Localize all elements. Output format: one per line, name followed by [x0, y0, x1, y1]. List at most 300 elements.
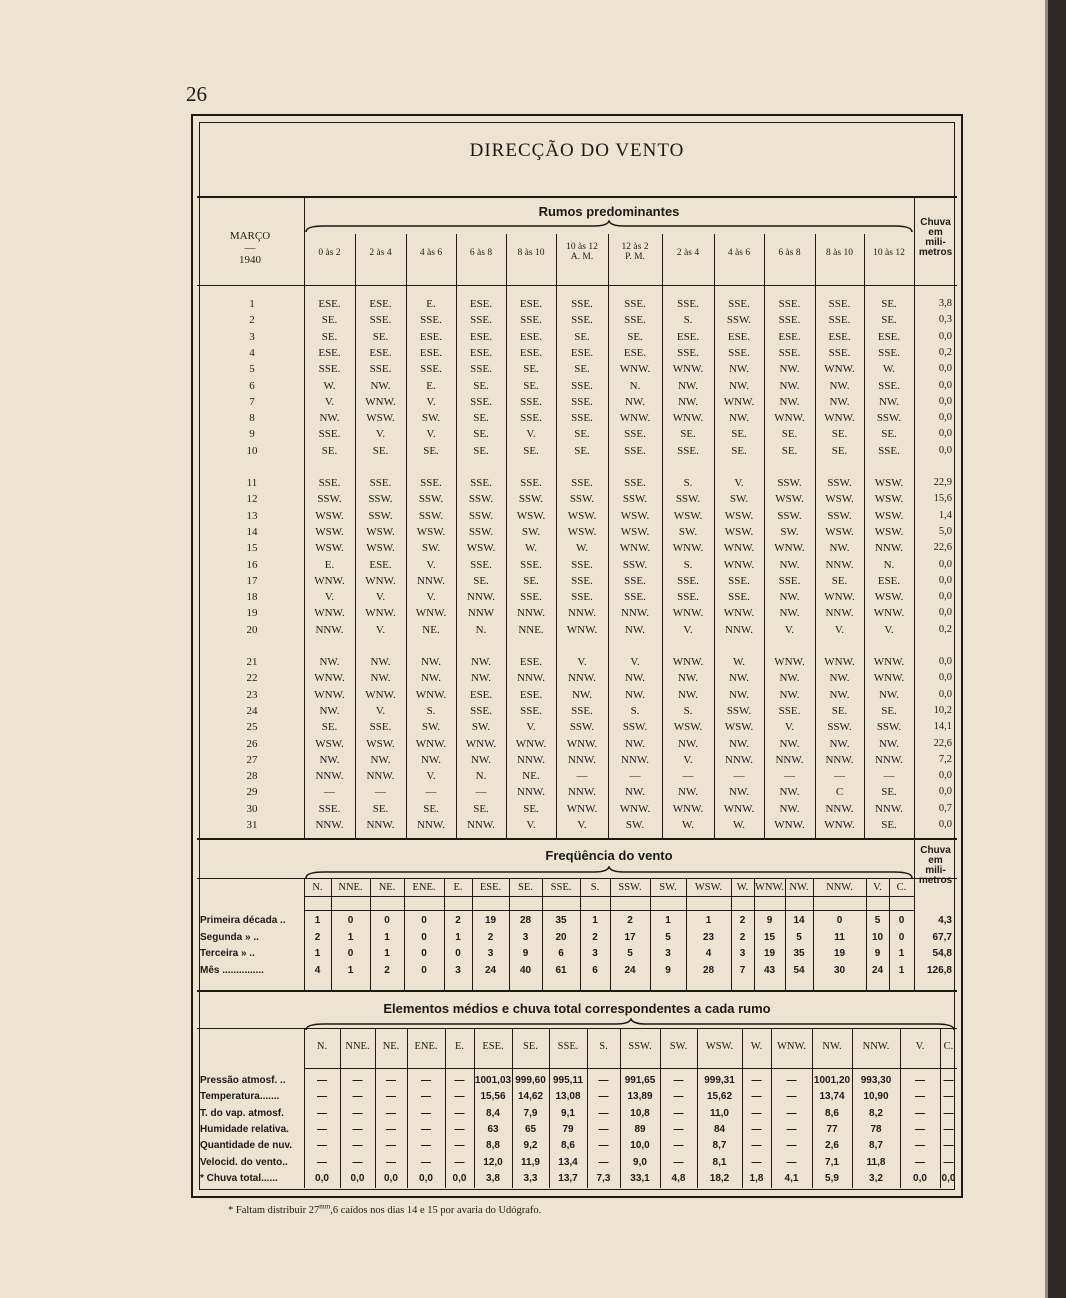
wind-cell: SSW.: [317, 493, 342, 506]
freq-brace: [304, 866, 914, 880]
elem-column-header: V.: [915, 1041, 925, 1052]
wind-cell: NNW.: [416, 819, 445, 831]
wind-cell: V.: [526, 819, 536, 831]
freq-cell: 15: [763, 931, 776, 943]
elem-cell: 11,8: [866, 1156, 886, 1168]
elem-brace: [304, 1018, 957, 1032]
elem-cell: —: [352, 1123, 363, 1135]
hour-column-header: 6 às 8: [469, 248, 493, 258]
wind-cell: —: [834, 770, 845, 783]
elem-cell: 8,6: [825, 1107, 839, 1119]
wind-cell: SSE.: [420, 477, 442, 489]
day-number: 8: [249, 412, 255, 425]
wind-cell: SW.: [625, 819, 645, 831]
wind-cell: NNW.: [620, 753, 649, 766]
freq-column-header: SSE.: [550, 882, 572, 893]
wind-cell: WNW.: [365, 607, 396, 620]
month-dash: —: [244, 242, 256, 254]
wind-cell: ESE.: [318, 346, 341, 359]
chuva-header: Chuva em mili- metros: [918, 217, 953, 258]
elem-cell: —: [421, 1107, 431, 1119]
wind-cell: NW.: [728, 786, 750, 799]
freq-cell: 1: [347, 931, 354, 943]
elem-cell: —: [454, 1123, 465, 1135]
wind-cell: SSE.: [677, 346, 699, 359]
wind-cell: SSW.: [827, 721, 852, 734]
wind-cell: SW.: [421, 542, 441, 555]
wind-cell: SSE.: [677, 298, 699, 310]
wind-cell: NW.: [779, 363, 800, 376]
wind-cell: SSW.: [468, 509, 494, 522]
freq-cell: 17: [624, 931, 636, 943]
wind-cell: SSE.: [520, 395, 542, 408]
wind-cell: SW.: [678, 525, 698, 538]
wind-cell: SSE.: [571, 379, 593, 392]
wind-cell: SSE.: [420, 363, 442, 376]
elem-cell: —: [786, 1091, 797, 1103]
day-number: 31: [246, 819, 258, 831]
wind-cell: SSE.: [420, 314, 442, 327]
wind-cell: NNW.: [567, 786, 596, 799]
wind-cell: NNW.: [567, 753, 596, 766]
wind-cell: SSW.: [569, 493, 595, 506]
wind-cell: SSE.: [318, 363, 341, 376]
elem-cell: —: [673, 1107, 684, 1119]
elem-cell: 12,0: [483, 1156, 503, 1168]
rain-value: 0,0: [938, 379, 952, 391]
freq-cell: 6: [558, 948, 564, 959]
wind-cell: —: [425, 786, 437, 799]
elem-cell: —: [598, 1123, 609, 1135]
wind-cell: SE.: [321, 721, 338, 734]
wind-cell: SSE.: [571, 298, 593, 310]
wind-cell: SW.: [780, 525, 799, 538]
elem-cell: 8,6: [561, 1140, 575, 1152]
elem-column-header: NNW.: [862, 1041, 890, 1052]
wind-cell: WNW.: [723, 802, 755, 815]
elem-cell: 79: [562, 1123, 574, 1135]
wind-cell: NW.: [470, 753, 492, 766]
wind-cell: WSW.: [315, 509, 344, 522]
elem-cell: —: [386, 1091, 396, 1103]
freq-cell: 35: [555, 915, 567, 926]
freq-rain: 54,8: [932, 948, 952, 959]
elem-row-label: Temperatura.......: [200, 1091, 280, 1103]
wind-cell: NW.: [677, 672, 699, 685]
wind-cell: SSW.: [726, 704, 752, 717]
wind-cell: NW.: [779, 786, 800, 799]
elem-cell: —: [421, 1140, 431, 1152]
wind-cell: SSE.: [828, 314, 851, 327]
wind-cell: SSE.: [318, 477, 341, 489]
freq-cell: 2: [314, 931, 321, 943]
elem-cell: —: [454, 1140, 465, 1152]
year: 1940: [239, 254, 261, 266]
wind-cell: SE.: [831, 428, 848, 441]
wind-cell: NW.: [319, 656, 340, 668]
spine-edge: [1045, 0, 1048, 1298]
freq-column-header: WNW.: [754, 882, 785, 893]
wind-cell: SW.: [729, 493, 749, 506]
rain-value: 0,0: [938, 363, 952, 375]
wind-cell: ESE.: [469, 330, 493, 343]
freq-cell: 14: [793, 915, 805, 926]
wind-cell: W.: [732, 656, 746, 668]
wind-cell: NW.: [624, 623, 646, 636]
wind-cell: WNW.: [672, 607, 704, 620]
wind-cell: WNW.: [566, 802, 598, 815]
freq-cell: 30: [833, 964, 846, 976]
elem-cell: —: [943, 1123, 954, 1135]
elem-column-header: ESE.: [482, 1041, 504, 1052]
wind-cell: WSW.: [315, 542, 344, 555]
wind-cell: NW.: [829, 542, 850, 555]
freq-column-header: NW.: [789, 882, 809, 893]
freq-column-header: WSW.: [694, 882, 723, 893]
freq-rain: 4,3: [938, 915, 952, 926]
wind-cell: NW.: [829, 688, 850, 701]
rumos-brace: [304, 220, 914, 234]
day-number: 4: [249, 346, 255, 359]
wind-cell: NNW.: [567, 607, 596, 620]
elem-cell: —: [786, 1156, 797, 1168]
wind-cell: WNW.: [824, 363, 855, 376]
freq-cell: 0: [347, 915, 354, 926]
wind-cell: ESE.: [369, 298, 392, 310]
wind-cell: NW.: [878, 737, 900, 750]
elem-cell: —: [751, 1107, 762, 1119]
elem-cell: —: [673, 1123, 684, 1135]
freq-cell: 0: [347, 948, 354, 959]
wind-cell: ESE.: [419, 346, 443, 359]
wind-cell: NW.: [420, 672, 442, 685]
freq-cell: 1: [384, 931, 390, 943]
wind-cell: ESE.: [469, 688, 493, 701]
wind-cell: S.: [683, 477, 693, 489]
wind-cell: WSW.: [874, 509, 904, 522]
wind-cell: NNW.: [315, 819, 344, 831]
wind-cell: WSW.: [724, 509, 754, 522]
rain-value: 3,8: [938, 298, 952, 309]
wind-cell: NNW.: [466, 819, 495, 831]
hour-column-header: 2 às 4: [369, 248, 392, 258]
wind-cell: WSW.: [724, 721, 754, 734]
wind-cell: NW.: [779, 802, 800, 815]
elem-cell: 13,89: [627, 1091, 653, 1103]
freq-cell: 5: [627, 948, 633, 959]
wind-cell: SE.: [321, 444, 338, 457]
elem-cell: 11,0: [710, 1107, 729, 1119]
wind-cell: SE.: [831, 574, 848, 587]
freq-cell: 23: [702, 931, 715, 943]
elem-column-header: SW.: [669, 1041, 688, 1052]
wind-cell: ESE.: [877, 330, 901, 343]
wind-cell: NE.: [522, 770, 540, 783]
freq-cell: 0: [898, 915, 905, 926]
wind-cell: SE.: [523, 363, 539, 376]
wind-cell: WSW.: [775, 493, 804, 506]
wind-cell: NNW.: [466, 591, 495, 604]
elem-cell: 77: [826, 1123, 838, 1135]
wind-cell: NW.: [779, 688, 800, 701]
elem-cell: —: [598, 1075, 609, 1086]
elem-row-label: Pressão atmosf. ..: [200, 1075, 286, 1086]
elem-cell: 84: [713, 1123, 726, 1135]
wind-cell: WNW.: [672, 363, 704, 376]
freq-cell: 9: [766, 915, 773, 926]
elem-cell: —: [751, 1091, 762, 1103]
wind-cell: SSE.: [520, 477, 542, 489]
day-number: 10: [246, 444, 258, 457]
elem-column-header: NE.: [382, 1041, 400, 1052]
elem-cell: 13,74: [819, 1091, 845, 1103]
freq-cell: 1: [455, 931, 461, 943]
elem-colhead-bottom: [304, 1068, 957, 1069]
wind-cell: NW.: [779, 672, 800, 685]
rain-value: 0,0: [938, 786, 952, 798]
wind-cell: SE.: [423, 802, 439, 815]
elem-column-header: N.: [316, 1041, 328, 1052]
freq-cell: 5: [665, 931, 671, 943]
elem-cell: 2,6: [825, 1140, 839, 1152]
elem-cell: 15,56: [480, 1091, 506, 1103]
wind-cell: —: [576, 770, 588, 783]
hour-column-header: 4 às 6: [727, 248, 751, 258]
wind-cell: W.: [732, 819, 746, 831]
wind-cell: —: [784, 770, 795, 783]
wind-cell: SSE.: [318, 802, 341, 815]
wind-cell: NW.: [829, 379, 850, 392]
freq-column-header: NE.: [378, 882, 396, 893]
wind-cell: WNW.: [619, 802, 651, 815]
freq-cell: 1: [347, 964, 354, 976]
wind-cell: NW.: [624, 737, 646, 750]
elem-cell: 78: [870, 1123, 882, 1135]
freq-cell: 35: [793, 948, 805, 959]
wind-cell: SSE.: [520, 591, 542, 604]
wind-cell: ESE.: [519, 656, 543, 668]
rain-value: 22,9: [933, 477, 952, 488]
wind-cell: S.: [683, 314, 693, 327]
wind-cell: NW.: [624, 672, 646, 685]
wind-cell: S.: [630, 704, 640, 717]
elem-cell: —: [915, 1140, 925, 1152]
wind-cell: WNW.: [515, 737, 547, 750]
wind-cell: SE.: [473, 574, 489, 587]
wind-cell: V.: [375, 704, 386, 717]
wind-cell: WNW.: [723, 395, 755, 408]
wind-cell: SSE.: [728, 574, 750, 587]
wind-cell: SSE.: [520, 412, 542, 425]
elem-cell: —: [943, 1156, 954, 1168]
wind-cell: SSE.: [520, 314, 542, 327]
elem-cell: —: [751, 1156, 762, 1168]
elem-cell: —: [598, 1091, 609, 1103]
wind-cell: SE.: [831, 704, 848, 717]
wind-cell: ESE.: [570, 346, 594, 359]
wind-cell: ESE.: [676, 330, 700, 343]
wind-cell: SSE.: [828, 298, 851, 310]
wind-cell: NW.: [829, 672, 850, 685]
elem-cell: —: [943, 1140, 954, 1152]
day-number: 22: [246, 672, 258, 685]
wind-cell: WSW.: [673, 721, 703, 734]
wind-cell: WNW.: [774, 412, 805, 425]
wind-cell: WNW.: [824, 656, 855, 668]
freq-column-header: C.: [896, 882, 907, 893]
elem-cell: 65: [524, 1123, 537, 1135]
wind-cell: SSE.: [878, 444, 900, 457]
elem-cell: 11,9: [521, 1156, 540, 1168]
footnote-text: * Faltam distribuir $27^{mm},6$ caídos nos dias 14 e 15 por avaria do Udógrafo.: [228, 1202, 542, 1216]
page-title: DIRECÇÃO DO VENTO: [469, 140, 685, 161]
freq-row-label: Primeira década ..: [200, 915, 286, 926]
wind-cell: NW.: [829, 395, 850, 408]
elem-cell: 991,65: [624, 1075, 656, 1086]
freq-colhead-rule: [304, 896, 914, 897]
wind-cell: WNW.: [314, 688, 345, 701]
wind-cell: SW.: [421, 721, 441, 734]
wind-cell: NW.: [728, 672, 750, 685]
wind-cell: SSE.: [778, 346, 801, 359]
day-number: 13: [246, 509, 258, 522]
elem-cell: 4,1: [784, 1172, 799, 1184]
wind-cell: SSE.: [369, 721, 392, 734]
wind-cell: NW.: [779, 607, 800, 620]
wind-cell: WSW.: [874, 525, 904, 538]
elem-cell: —: [673, 1140, 684, 1152]
wind-cell: WNW.: [672, 412, 704, 425]
wind-cell: —: [883, 770, 895, 783]
wind-cell: NW.: [677, 786, 699, 799]
wind-cell: SSE.: [318, 428, 341, 441]
wind-cell: NW.: [319, 753, 340, 766]
elem-cell: —: [317, 1107, 327, 1119]
elem-column-header: E.: [454, 1041, 465, 1052]
wind-cell: WSW.: [567, 525, 597, 538]
rain-value: 0,0: [938, 688, 952, 700]
elem-cell: 9,1: [561, 1107, 575, 1119]
wind-cell: WNW.: [824, 412, 855, 425]
wind-cell: SE.: [881, 819, 897, 831]
freq-cell: 24: [624, 964, 636, 976]
elem-cell: —: [673, 1156, 684, 1168]
wind-cell: SSE.: [571, 412, 593, 425]
wind-cell: NW.: [370, 379, 391, 392]
freq-header: Freqüência do vento: [545, 848, 673, 863]
freq-cell: 2: [455, 915, 461, 926]
elem-cell: 1001,20: [813, 1075, 851, 1086]
wind-cell: WSW.: [416, 525, 446, 538]
freq-cell: 19: [763, 948, 776, 959]
elem-cell: —: [598, 1156, 609, 1168]
rain-value: 0,0: [938, 574, 952, 586]
wind-cell: WNW.: [672, 656, 704, 668]
wind-cell: V.: [526, 721, 536, 734]
wind-cell: WSW.: [567, 509, 597, 522]
wind-cell: WNW.: [365, 395, 396, 408]
elem-cell: —: [786, 1123, 797, 1135]
elem-cell: —: [673, 1075, 684, 1086]
elem-cell: —: [751, 1123, 762, 1135]
freq-column-header: V.: [873, 882, 882, 893]
wind-cell: C: [835, 786, 844, 799]
freq-cell: 3: [522, 931, 529, 943]
day-number: 6: [249, 379, 255, 392]
wind-cell: SSE.: [778, 704, 801, 717]
wind-cell: SSE.: [369, 314, 392, 327]
day-number: 24: [246, 704, 258, 717]
wind-cell: NNE.: [518, 623, 544, 636]
elem-cell: 13,7: [558, 1172, 578, 1184]
elem-cell: —: [943, 1107, 954, 1119]
elem-cell: —: [454, 1091, 465, 1103]
wind-cell: SW.: [521, 525, 541, 538]
wind-cell: ESE.: [778, 330, 801, 343]
freq-column-header: SW.: [659, 882, 677, 893]
freq-row-label: Mês ...............: [200, 964, 264, 976]
wind-cell: ESE.: [369, 346, 392, 359]
wind-cell: WNW.: [415, 688, 447, 701]
wind-cell: NW.: [779, 737, 800, 750]
page-number: 26: [186, 82, 207, 106]
freq-cell: 0: [836, 915, 843, 926]
rain-value: 0,0: [938, 412, 952, 424]
wind-cell: WSW.: [366, 737, 395, 750]
elem-cell: —: [386, 1107, 396, 1119]
wind-cell: NNW.: [366, 770, 395, 783]
wind-cell: SE.: [423, 444, 439, 457]
wind-cell: NW.: [677, 737, 699, 750]
elem-cell: 89: [634, 1123, 646, 1135]
wind-cell: SSE.: [778, 298, 801, 310]
wind-cell: NW.: [470, 656, 492, 668]
freq-row-label: Segunda » ..: [200, 931, 259, 943]
wind-cell: —: [682, 770, 694, 783]
hour-column-header: 12 às 2 P. M.: [621, 242, 649, 262]
wind-cell: SSW.: [726, 314, 752, 327]
wind-cell: V.: [683, 753, 693, 766]
wind-cell: SE.: [574, 444, 590, 457]
wind-cell: SSE.: [624, 298, 646, 310]
elem-cell: —: [386, 1156, 396, 1168]
freq-cell: 1: [314, 915, 321, 926]
freq-column-header: ENE.: [412, 882, 436, 893]
elem-cell: —: [786, 1075, 797, 1086]
wind-cell: WNW.: [672, 542, 704, 555]
freq-row-label: Terceira » ..: [200, 948, 255, 959]
wind-cell: WNW.: [619, 363, 651, 376]
rain-value: 0,0: [938, 672, 952, 684]
elem-column-header: WNW.: [776, 1041, 807, 1052]
wind-cell: SE.: [781, 428, 798, 441]
elem-cell: 5,9: [825, 1172, 839, 1184]
rain-value: 14,1: [933, 721, 952, 733]
wind-cell: WSW.: [366, 412, 395, 425]
wind-cell: WNW.: [873, 672, 905, 685]
freq-column-header: SE.: [518, 882, 533, 893]
unit-superscript: mm: [319, 1202, 331, 1210]
freq-cell: 1: [384, 948, 390, 959]
wind-cell: NNW.: [874, 753, 903, 766]
elem-cell: 0,0: [315, 1172, 329, 1184]
rain-value: 0,0: [938, 395, 952, 407]
day-number: 25: [246, 721, 258, 734]
wind-cell: SE.: [680, 428, 696, 441]
wind-cell: SE.: [881, 314, 897, 327]
elem-cell: 8,4: [486, 1107, 500, 1119]
month-name: MARÇO: [229, 230, 271, 242]
